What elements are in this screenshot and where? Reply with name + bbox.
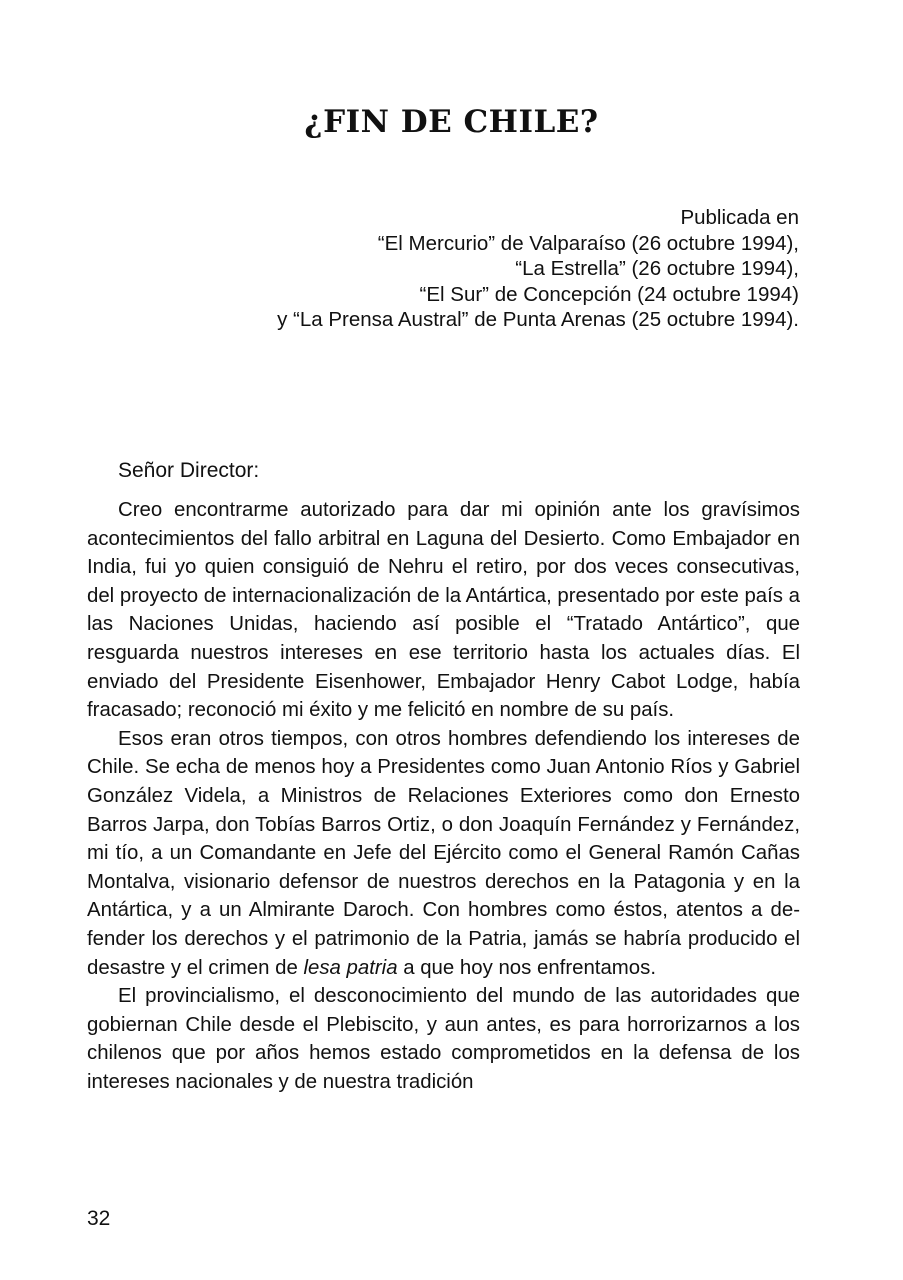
page-title: ¿FIN DE CHILE? [304,104,599,140]
paragraph-2-text: Esos eran otros tiempos, con otros hombres defendiendo los intereses de Chile. Se echa de menos hoy a Presidentes como Juan Antonio Ríos y Gabriel González Videla, a Ministros de Relaciones Exteriores como don Ernesto Barros Jarpa, don Tobías Barros Ortiz, o don Joaquín Fernández y Fernández, mi tío, a un Comandante en Jefe del Ejército como el General Ramón Cañas Montalva, visionario defensor de nuestros derechos en la Patagonia y en la Antártica, y a un Almirante Daroch. Con hombres como éstos, atentos a defender los derechos y el patrimonio de la Patria, jamás se habría producido el desastre y el crimen de [87,727,800,979]
letter-body [87,496,800,1096]
source-line: Publicada en [680,206,799,229]
publication-source [277,205,799,333]
source-line: “La Estrella” (26 octubre 1994), [515,257,799,280]
source-line: “El Sur” de Concepción (24 octubre 1994) [419,282,799,306]
paragraph-2 [87,725,800,982]
paragraph-2-italic: lesa patria [303,956,398,979]
paragraph-2-text-end: a que hoy nos enfrentamos. [397,956,656,979]
salutation: Señor Director: [118,459,260,482]
source-line: y “La Prensa Austral” de Punta Arenas (25 octubre 1994). [277,308,799,331]
paragraph-1: Creo encontrarme autorizado para dar mi opinión ante los gravísimos acontecimientos del fallo arbitral en Laguna del Desierto. Como Embajador en India, fui yo quien consiguió de Nehru el retiro, por dos veces consecutivas, del proyecto de internacionalización de la Antártica, presentado por este país a las Naciones Unidas, haciendo así posible el “Tratado Antártico”, que resguarda nuestros intereses en ese territorio hasta los actuales días. El enviado del Presidente Eisenhower, Embajador Henry Cabot Lodge, había fracasado; reconoció mi éxito y me felicitó en nombre de su país. [87,499,800,722]
page-number: 32 [87,1207,111,1230]
paragraph-3: El provincialismo, el desconocimiento del mundo de las autoridades que gobiernan Chile desde el Plebiscito, y aun antes, es para horrorizarnos a los chilenos que por años hemos estado comprometidos en la defensa de los intereses nacionales y de nuestra tradición [87,985,800,1093]
source-line: “El Mercurio” de Valparaíso (26 octubre 1994), [377,231,799,255]
